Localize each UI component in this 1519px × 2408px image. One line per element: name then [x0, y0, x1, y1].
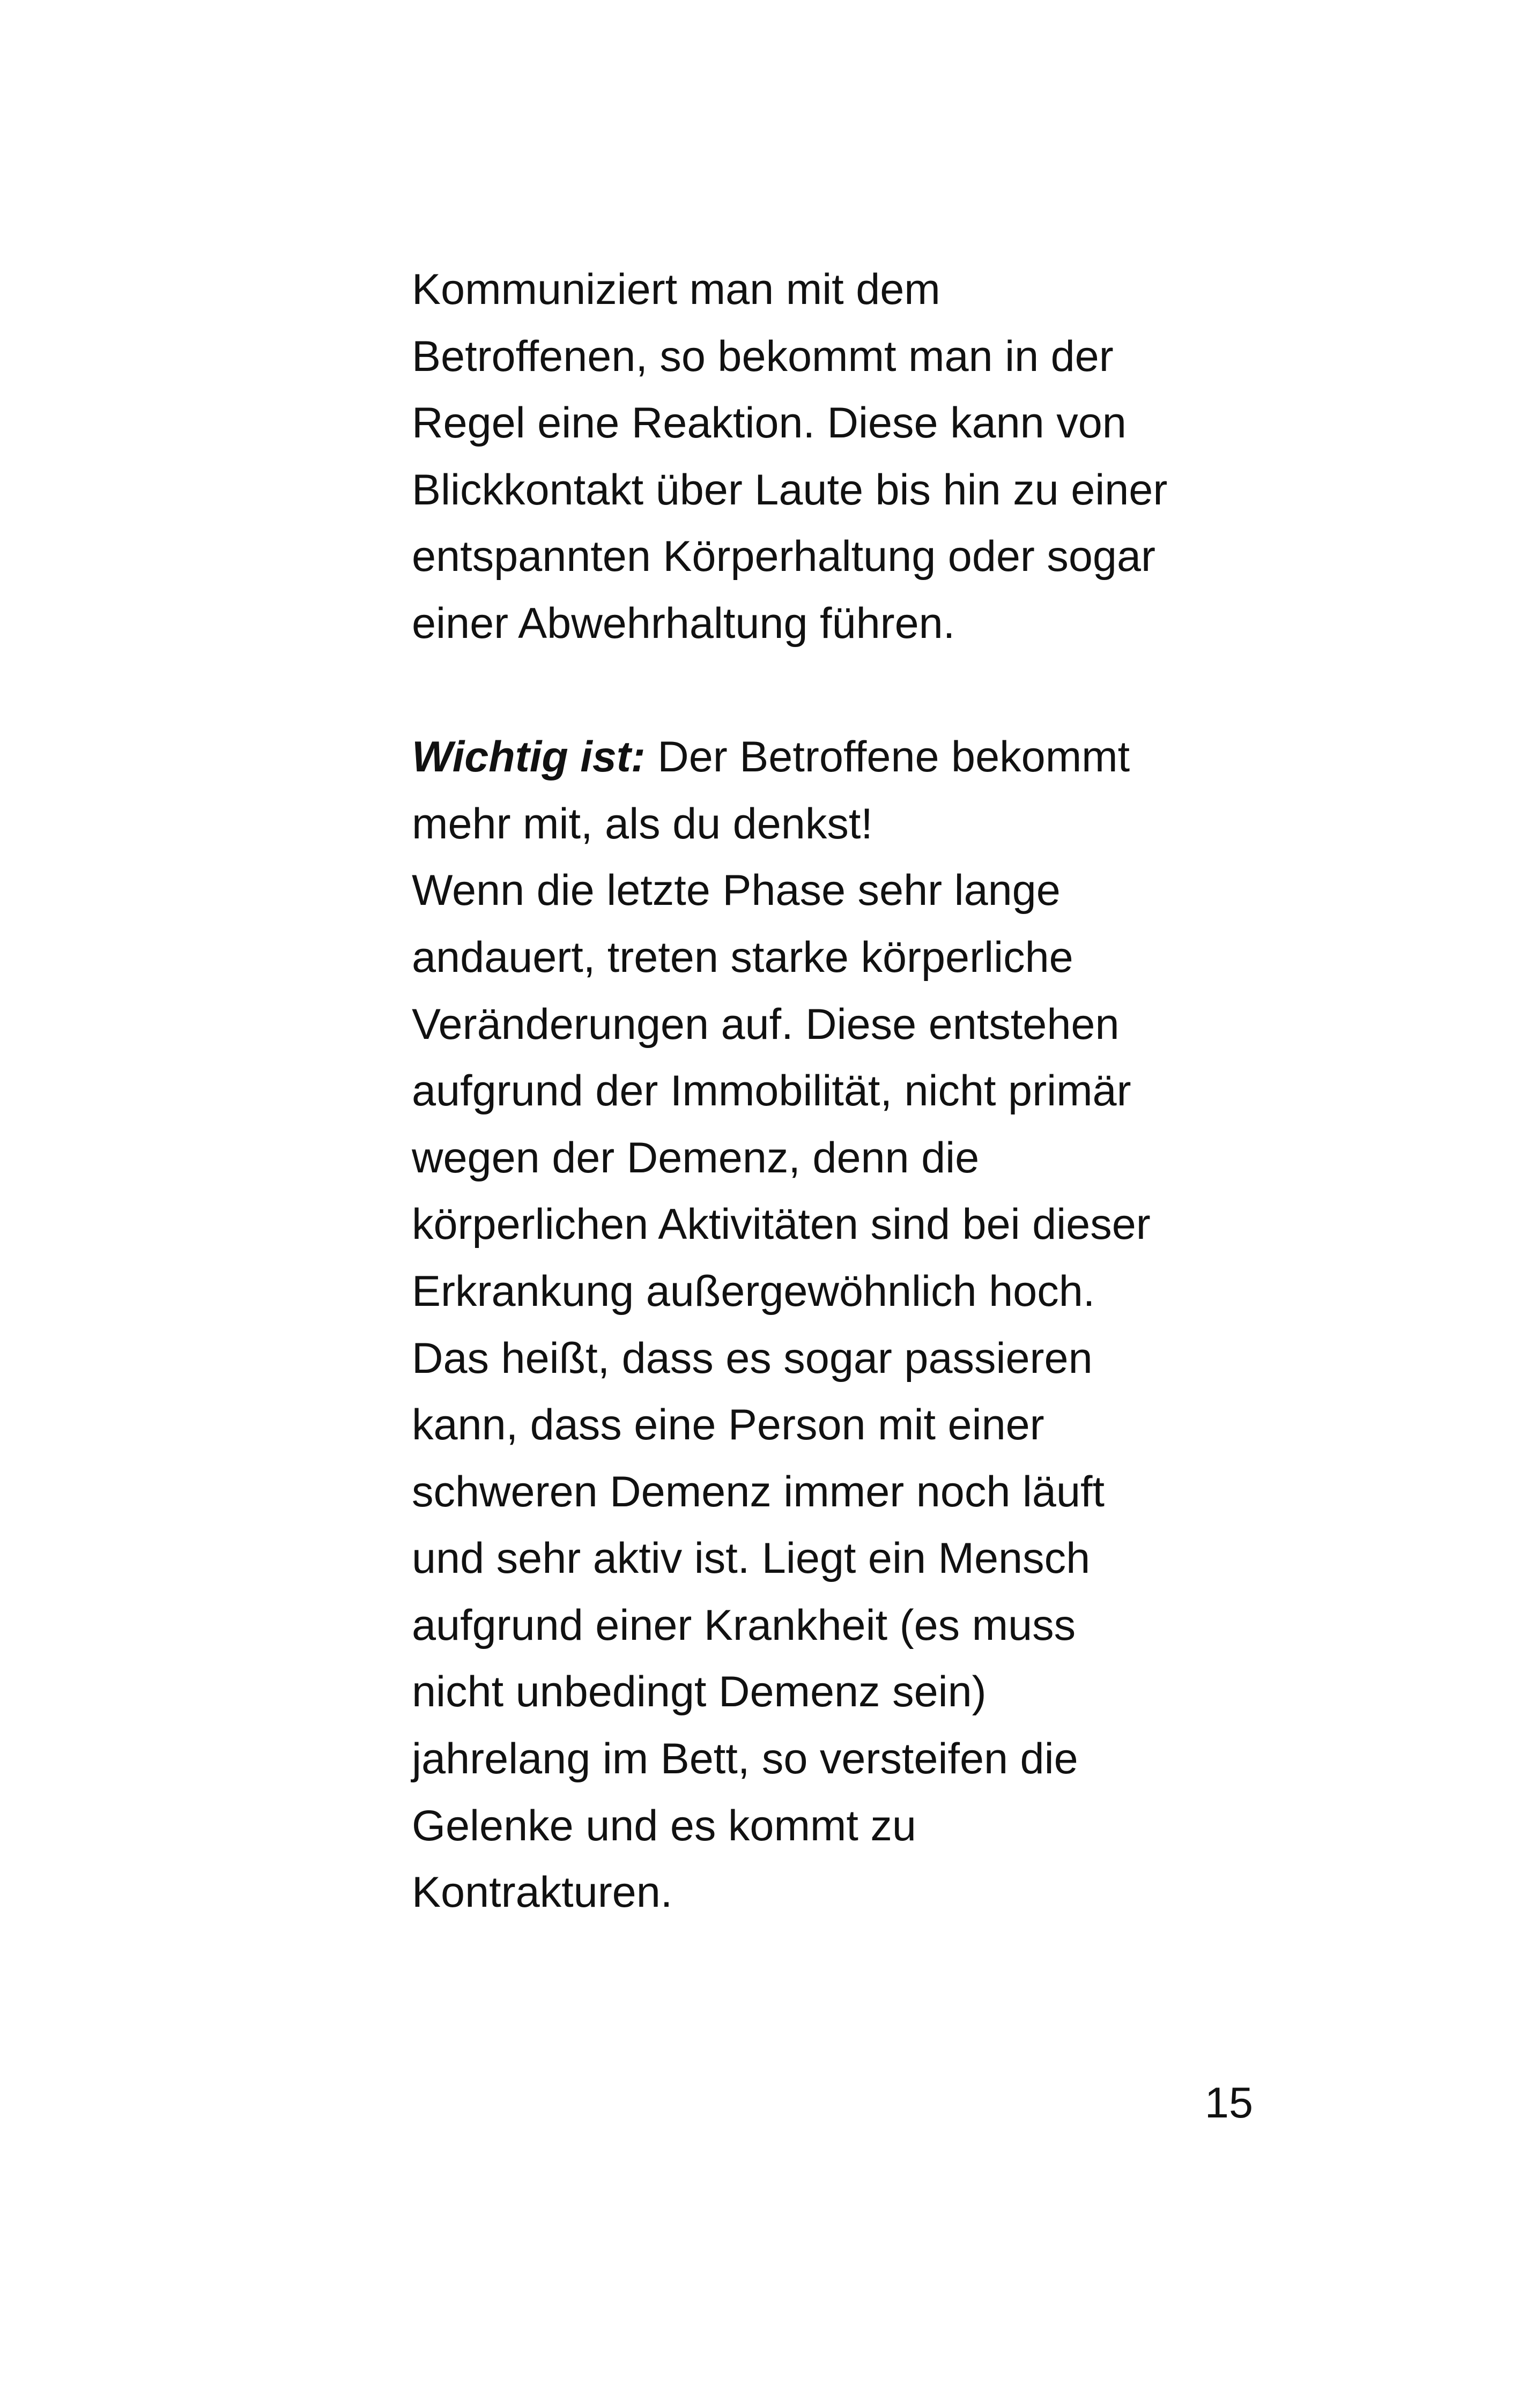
paragraph-1 [412, 256, 1270, 657]
text-line: einer Abwehrhaltung führen. [412, 599, 955, 648]
text-line: wegen der Demenz, denn die [412, 1133, 980, 1182]
text-line: Erkrankung außergewöhnlich hoch. [412, 1267, 1095, 1316]
text-line: mehr mit, als du denkst! [412, 799, 873, 848]
text-line: schweren Demenz immer noch läuft [412, 1467, 1105, 1516]
paragraph-2 [412, 724, 1270, 1926]
text-line: nicht unbedingt Demenz sein) [412, 1668, 987, 1716]
text-line: Blickkontakt über Laute bis hin zu einer [412, 465, 1168, 514]
text-line: körperlichen Aktivitäten sind bei dieser [412, 1200, 1151, 1249]
text-line: aufgrund der Immobilität, nicht primär [412, 1067, 1131, 1116]
text-line: andauert, treten starke körperliche [412, 933, 1073, 982]
text-line: Wenn die letzte Phase sehr lange [412, 866, 1061, 915]
body-text [412, 256, 1270, 1926]
text-line: Betroffenen, so bekommt man in der [412, 332, 1114, 381]
text-line: Gelenke und es kommt zu [412, 1801, 916, 1850]
text-line: und sehr aktiv ist. Liegt ein Mensch [412, 1534, 1091, 1583]
text-line: aufgrund einer Krankheit (es muss [412, 1601, 1076, 1649]
page-number: 15 [1204, 2079, 1253, 2127]
text-segment: Der Betroffene bekommt [645, 733, 1130, 782]
text-line: Kommuniziert man mit dem [412, 265, 940, 314]
text-line: jahrelang im Bett, so versteifen die [412, 1735, 1078, 1783]
text-line: Kontrakturen. [412, 1868, 673, 1917]
text-line: Das heißt, dass es sogar passieren [412, 1334, 1093, 1383]
text-line: entspannten Körperhaltung oder sogar [412, 532, 1156, 581]
text-line: kann, dass eine Person mit einer [412, 1401, 1044, 1450]
emphasis-label: Wichtig ist: [412, 733, 646, 782]
text-line: Veränderungen auf. Diese entstehen [412, 1000, 1120, 1049]
text-line [412, 724, 1270, 791]
paragraph-spacer [412, 657, 1270, 724]
text-line: Regel eine Reaktion. Diese kann von [412, 399, 1127, 448]
